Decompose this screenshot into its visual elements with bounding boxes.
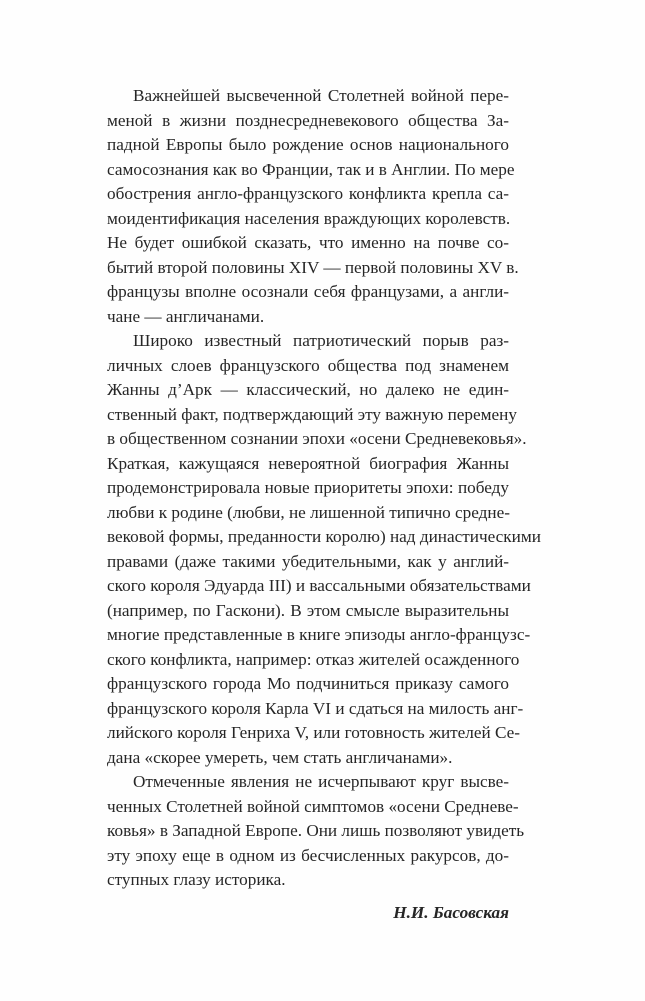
- text-line: самосознания как во Франции, так и в Англии. По мере: [107, 159, 515, 179]
- text-line: Отмеченные явления не исчерпывают круг высве-: [133, 772, 509, 791]
- text-line: ского короля Эдуарда III) и вассальными обязательствами: [107, 576, 531, 595]
- text-line: ковья» в Западной Европе. Они лишь позволяют увидеть: [107, 821, 525, 840]
- text-line: французского короля Карла VI и сдаться на милость анг-: [107, 698, 524, 718]
- text-line: моидентификация населения враждующих королевств.: [107, 208, 511, 228]
- text-line: Важнейшей высвеченной Столетней войной пере-: [133, 86, 509, 105]
- text-line: многие представленные в книге эпизоды англо-французс-: [107, 625, 531, 644]
- text-line: ступных глазу историка.: [107, 870, 286, 889]
- text-line: бытий второй половины XIV — первой половины XV в.: [107, 257, 519, 277]
- text-line: меной в жизни позднесредневекового общества За-: [107, 110, 509, 130]
- text-line: правами (даже такими убедительными, как у англий-: [107, 551, 509, 571]
- text-line: Жанны д’Арк — классический, но далеко не един-: [107, 380, 509, 399]
- text-line: падной Европы было рождение основ национального: [107, 135, 509, 154]
- text-line: любви к родине (любви, не лишенной типично средне-: [107, 502, 510, 522]
- text-line: ственный факт, подтверждающий эту важную перемену: [107, 404, 517, 424]
- text-line: Широко известный патриотический порыв раз-: [133, 331, 509, 350]
- text-line: вековой формы, преданности королю) над династическими: [107, 527, 541, 546]
- text-line: в общественном сознании эпохи «осени Средневековья».: [107, 429, 527, 448]
- text-line: ченных Столетней войной симптомов «осени Средневе-: [107, 796, 519, 816]
- text-line: Не будет ошибкой сказать, что именно на почве со-: [107, 233, 509, 252]
- text-line: дана «скорее умереть, чем стать англичанами».: [107, 747, 453, 767]
- text-line: (например, по Гаскони). В этом смысле выразительны: [107, 600, 509, 620]
- text-line: лийского короля Генриха V, или готовность жителей Се-: [107, 723, 521, 742]
- text-line: французского города Мо подчиниться приказу самого: [107, 674, 509, 693]
- paragraph: [107, 84, 519, 329]
- text-line: Краткая, кажущаяся невероятной биография Жанны: [107, 453, 509, 473]
- paragraph: [107, 770, 525, 893]
- text-line: чане — англичанами.: [107, 306, 265, 326]
- text-line: эту эпоху еще в одном из бесчисленных ракурсов, до-: [107, 845, 509, 865]
- text-line: ского конфликта, например: отказ жителей осажденного: [107, 649, 520, 669]
- text-line: французы вполне осознали себя французами, а англи-: [107, 282, 509, 301]
- paragraph: [107, 329, 541, 770]
- text-line: продемонстрировала новые приоритеты эпохи: победу: [107, 478, 509, 497]
- text-line: личных слоев французского общества под знаменем: [107, 355, 509, 375]
- text-line: обострения англо-французского конфликта крепла са-: [107, 184, 509, 203]
- text-block: [107, 84, 541, 925]
- author-signature: Н.И. Басовская: [393, 902, 509, 922]
